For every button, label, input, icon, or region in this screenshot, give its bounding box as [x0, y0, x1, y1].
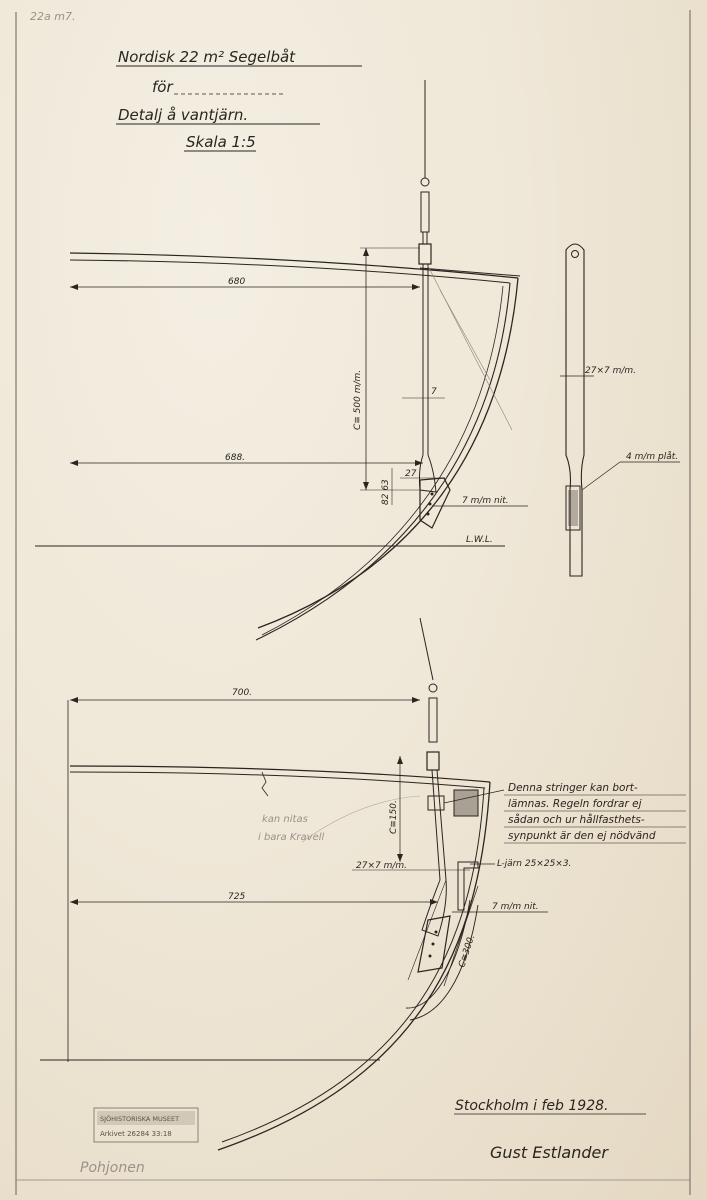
- stamp-line-1: SJÖHISTORISKA MUSEET: [100, 1115, 180, 1123]
- strap-label-bottom: 27×7 m/m.: [356, 861, 408, 871]
- top-section-detail: [35, 80, 528, 640]
- signature: Gust Estlander: [490, 1143, 608, 1162]
- pencil-name-bottom: Pohjonen: [80, 1160, 145, 1176]
- dim-725: 725: [228, 892, 246, 902]
- title-line-1: Nordisk 22 m² Segelbåt: [118, 48, 296, 66]
- rivet-label-bottom: 7 m/m nit.: [492, 902, 539, 912]
- side-strap-label: 27×7 m/m.: [585, 366, 637, 376]
- note-line-4: synpunkt är den ej nödvänd: [508, 830, 656, 842]
- archive-stamp: [94, 1108, 198, 1142]
- dim-688: 688.: [225, 453, 246, 463]
- dim-c300: C≅300.: [457, 933, 478, 969]
- note-line-1: Denna stringer kan bort-: [508, 782, 638, 794]
- title-line-2: för: [152, 78, 173, 96]
- dim-27-top: 27: [405, 469, 417, 479]
- dim-700: 700.: [232, 688, 253, 698]
- angle-iron-label: L-järn 25×25×3.: [497, 859, 572, 869]
- rivet-label-top: 7 m/m nit.: [462, 496, 509, 506]
- dim-680: 680: [228, 277, 246, 287]
- side-detail-chainplate: [560, 244, 680, 576]
- dim-c150: C≅150.: [389, 800, 399, 834]
- side-plate-label: 4 m/m plåt.: [626, 452, 679, 462]
- note-line-2: lämnas. Regeln fordrar ej: [508, 798, 642, 810]
- place-date: Stockholm i feb 1928.: [455, 1098, 609, 1114]
- pencil-note-1: kan nitas: [262, 814, 308, 825]
- note-line-3: sådan och ur hållfasthets-: [508, 814, 645, 826]
- archive-reference: 22a m7.: [30, 10, 76, 23]
- dim-82-63: 82 63: [381, 479, 391, 505]
- lwl-label: L.W.L.: [466, 535, 493, 545]
- bottom-section-detail: [40, 618, 686, 1150]
- dim-7-top: 7: [431, 387, 437, 397]
- stamp-line-2: Arkivet 26284 33:18: [100, 1130, 172, 1138]
- stringer-note: [504, 782, 686, 843]
- dim-c500: C≅ 500 m/m.: [353, 369, 363, 430]
- pencil-note-2: i bara Kravell: [258, 832, 325, 843]
- title-line-3: Detalj å vantjärn.: [118, 106, 249, 124]
- title-scale: Skala 1:5: [186, 133, 256, 151]
